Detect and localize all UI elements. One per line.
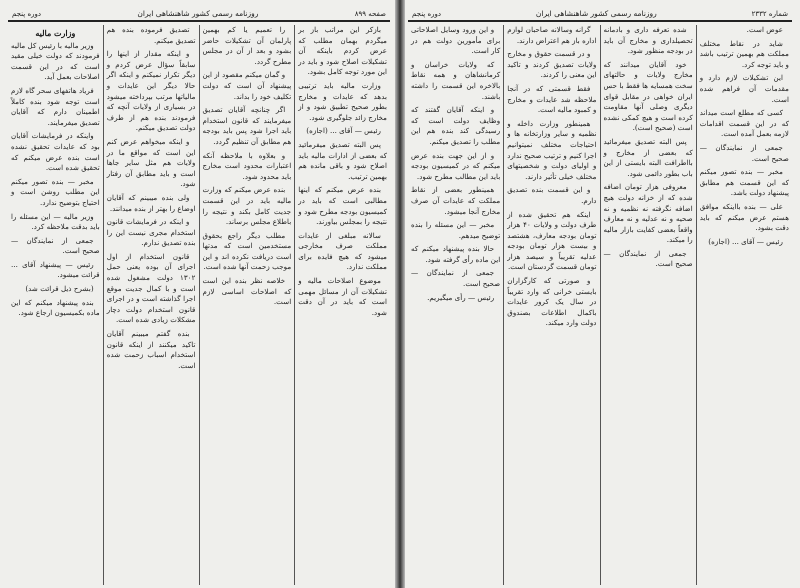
paragraph: شده تعرفه داری و بادمانه تحصیلداری و مخارج آن باید در بودجه منظور شود. xyxy=(603,25,693,56)
paragraph: که ولایات خراسان و کرمانشاهان و همه نقاط بالاخره این قسمت را داشته باشند. xyxy=(411,59,501,101)
paragraph: حالا بنده پیشنهاد میکنم که این ماده رأی گرفته شود. xyxy=(411,244,501,264)
paragraph: پس البته تصدیق میفرمائید که بعضی از ادارات مالیه باید اصلاح شود و باقی مانده هم بهمین ترتیب. xyxy=(298,139,387,181)
paragraph: و اینکه در فرمایشات قانون استخدام مجری نیست این را بنده تصدیق ندارم. xyxy=(106,217,196,248)
paragraph: مخبر — بنده تصور میکنم که این قسمت هم مطابق پیشنهاد دولت باشد. xyxy=(699,167,789,198)
paragraph: جمعی از نمایندگان — صحیح است. xyxy=(11,235,100,256)
paragraph: و اینکه میخواهم عرض کنم این است که مواقع ما در ولایات هم مثل سایر جاها است و باید مطابق آن رفتار شود. xyxy=(106,136,196,189)
text-column xyxy=(8,25,103,585)
paragraph: فریاد هاتفهای سحر گاه لازم است توجه شود بنده کاملاً اطمینان دارم که آقایان تصدیق میفرمایند. xyxy=(11,85,100,127)
paragraph: رئیس — پیشنهاد آقای ... قرائت میشود. xyxy=(11,259,100,280)
paragraph: و بعلاوه با ملاحظه آنکه اعتبارات محدود است مخارج باید محدود شود. xyxy=(202,150,292,181)
right-page-header xyxy=(408,6,792,22)
issue-period: دوره پنجم xyxy=(12,10,42,18)
text-column xyxy=(600,25,696,585)
paragraph: فقط قسمتی که در آنجا ملاحظه شد عایدات و مخارج و کمبود مالیه است. xyxy=(507,83,597,115)
right-page xyxy=(400,0,800,588)
page-number: صفحه ۸۹۹ xyxy=(354,10,386,18)
paragraph: خلاصه نظر بنده این است که اصلاحات اساسی لازم است. xyxy=(202,276,292,307)
paragraph: رئیس — رأی میگیریم. xyxy=(427,292,495,302)
left-page-columns xyxy=(8,25,390,585)
paragraph: و در قسمت حقوق و مخارج ولایات تصدیق کردند و تاکید این معنی را کردند. xyxy=(507,49,597,80)
text-column xyxy=(294,25,390,585)
paragraph: عوض است. xyxy=(746,25,783,34)
paragraph: موضوع اصلاحات مالیه و تشکیلات آن از مسائل مهمی است که باید در آن دقت شود. xyxy=(298,276,387,317)
paragraph: معروفی هزار تومان اضافه شده که از خزانه دولت هیچ اضافه نگرفته نه نظمیه و نه صحیه و نه عدلیه و نه معارف واقعاً بعضی کفایت بازار مالیه را میکند. xyxy=(603,182,693,245)
page-gutter xyxy=(395,0,405,588)
paragraph: مطلب دیگر راجع بحقوق مستخدمین است که مدتها است دریافت نکرده اند و این موجب زحمت آنها شده است. xyxy=(202,230,292,272)
paragraph: ولی بنده میبینم که آقایان اوضاع را بهتر از بنده میدانند. xyxy=(106,192,196,213)
paragraph: رئیس — آقای ... (اجازه) xyxy=(306,126,381,136)
paragraph: وزیر مالیه — این مسئله را باید بدقت ملاحظه کرد. xyxy=(11,211,100,232)
newspaper-title: روزنامه رسمی کشور شاهنشاهی ایران xyxy=(535,9,657,18)
paragraph: اینکه هم تحقیق شده از طرف دولت و ولایات ۴۰ هزار تومان بودجه معارف، هشتصد و بیست هزار تومان بودجه عدلیه تقریباً و سیصد هزار تومان قسمت گردستان است. xyxy=(507,209,597,272)
paragraph: بنده پیشنهاد میکنم که این ماده بکمیسیون ارجاع شود. xyxy=(11,297,100,318)
paragraph: بازکر این مراتب باز بر میگردم بهمان مطلب که عرض کردم باینکه آن تشکیلات اصلاح شود و باید در این مورد توجه کامل بشود. xyxy=(298,25,387,77)
paragraph: کسی که مطلع است میداند که در این قسمت اقدامات لازمه بعمل آمده است. xyxy=(699,108,789,139)
paragraph: واینکه در فرمایشات آقایان بود که عایدات تحقیق نشده است بنده عرض میکنم که تحقیق شده است. xyxy=(11,131,100,173)
paragraph: وزارت مالیه باید ترتیبی بدهد که عایدات و مخارج بطور صحیح تطبیق شود و از مخارج زائد جلوگیری شود. xyxy=(298,80,387,122)
text-column xyxy=(199,25,295,585)
paragraph: همینطور بعضی از نقاط مملکت که عایدات آن صرف مخارج آنجا میشود. xyxy=(411,185,501,216)
paragraph: گرانه وسالانه صاحبان لوازم اداره باز هم اعتراض دارند. xyxy=(507,25,597,45)
paragraph: بنده عرض میکنم که اینها مطالبی است که باید در کمیسیون بودجه مطرح شود و نتیجه را بمجلس بیاورند. xyxy=(298,185,387,227)
paragraph: خود آقایان میدانند که مخارج ولایات و حالتهای سخت همسایه ها فقط با حس ایران خواهی در مقابل قوای دیگری وصلی آنها مقاومت کرده است و هیچ کمکی نشده است (صحیح است). xyxy=(603,59,693,133)
paragraph: و این قسمت بنده تصدیق دارم. xyxy=(507,185,597,205)
paragraph: جمعی از نمایندگان — صحیح است. xyxy=(603,248,693,269)
text-column xyxy=(408,25,503,585)
paragraph: (بشرح ذیل قرائت شد) xyxy=(25,284,94,294)
section-heading: وزارت مالیه xyxy=(35,28,76,38)
paragraph: علی — بنده بااینکه موافق هستم عرض میکنم که باید دقت بشود. xyxy=(699,201,789,233)
left-page-header xyxy=(8,6,390,22)
paragraph: مخبر — بنده تصور میکنم این مطلب روشن است و احتیاج بتوضیح ندارد. xyxy=(11,176,100,207)
issue-period: دوره پنجم xyxy=(412,10,442,18)
paragraph: و این ورود وسایل اصلاحاتی برای مأمورین دولت هم در کار است. xyxy=(411,25,501,56)
right-page-columns xyxy=(408,25,792,585)
text-column xyxy=(103,25,199,585)
paragraph: جمعی از نمایندگان — صحیح است. xyxy=(699,142,789,163)
paragraph: وزیر مالیه با رئیس کل مالیه فرمودند که دولت خیلی مقید است که در این قسمت اصلاحات بعمل آید. xyxy=(11,40,100,82)
paragraph: جمعی از نمایندگان — صحیح است. xyxy=(411,268,501,289)
paragraph: بنده عرض میکنم که وزارت مالیه باید در این قسمت جدیت کامل بکند و نتیجه را باطلاع مجلس برساند. xyxy=(202,185,292,227)
paragraph: اگر چنانچه آقایان تصدیق میفرمایند که قانون استخدام باید اجرا شود پس باید بودجه هم مطابق آن تنظیم گردد. xyxy=(202,105,292,146)
paragraph: و اینکه مقدار از اینها را سابقاً سؤال عرض کردم و دیگر تکرار نمیکنم و اینکه اگر حالا دیگر این عایدات و مالیاتها مرتب بپرداخته میشود در بسیاری از ولایات آنچه که فرمودند بنده هم از طرف دولت تصدیق میکنم. xyxy=(106,49,196,133)
paragraph: و گمان میکنم مقصود از این پیشنهاد آن است که دولت تکلیف خود را بداند. xyxy=(202,70,292,101)
paragraph: پس البته تصدیق میفرمائید که بعضی از مخارج و بااطرافت البته بایستی از این باب بطور دائمی شود. xyxy=(603,136,693,178)
paragraph: تصدیق فرموده بنده هم تصدیق میکنم. xyxy=(106,25,196,45)
paragraph: قانون استخدام از اول اجرای آن بوده یعنی حمل ۱۳۰۲ دولت مشغول شده است و با کمال جدیت موقع اجرا گذاشته است و در اجرای قانون استخدام دولت دچار مشکلات زیادی شده است. xyxy=(106,251,196,325)
text-column xyxy=(503,25,599,585)
paragraph: و اینکه آقایان گفتند که وظایف دولت است که رسیدگی کند بنده هم این مطلب را تصدیق میکنم. xyxy=(411,105,501,146)
issue-number: شماره ۲۳۳۲ xyxy=(751,10,788,18)
paragraph: را تعمیم یا کم بهمین پارلمان آن تشکیلات حاضر بشود و بعد از آن در مجلس مطرح گردد. xyxy=(202,25,292,66)
paragraph: مخبر — این مسئله را بنده توضیح میدهم. xyxy=(411,220,501,240)
newspaper-title: روزنامه رسمی کشور شاهنشاهی ایران xyxy=(137,9,259,18)
paragraph: همینطور وزارت داخله و نظمیه و سایر وزارتخانه ها و احتیاجات مختلف نمیتوانیم اجرا کنیم و ترتیب صحیح ندارد و اولیای دولت و شخصیتهای مختلف خیلی تأثیر دارند. xyxy=(507,118,597,181)
paragraph: و از این جهت بنده عرض میکنم که در کمیسیون بودجه باید این مطالب مطرح شود. xyxy=(411,150,501,181)
text-column xyxy=(696,25,792,585)
paragraph: و صورتی که کارگزاران بایستی خرانی که وارد تقریباً در سال یک کرور عایدات باکمال اطلاعات بصندوق دولت وارد میکند. xyxy=(507,276,597,328)
paragraph: سالانه مبلغی از عایدات مملکت صرف مخارجی میشود که هیچ فایده برای مملکت ندارد. xyxy=(298,230,387,272)
paragraph: بنده گفتم میبینم آقایان تاکید میکنند از اینکه قانون استخدام اسباب زحمت شده است. xyxy=(106,329,196,370)
paragraph: رئیس — آقای ... (اجازه) xyxy=(708,236,783,246)
paragraph: این تشکیلات لازم دارد و مقدمات آن فراهم شده است. xyxy=(699,73,789,104)
paragraph: شاید در نقاط مختلف مملکت هم بهمین ترتیب باشد و باید توجه کرد. xyxy=(699,38,789,69)
